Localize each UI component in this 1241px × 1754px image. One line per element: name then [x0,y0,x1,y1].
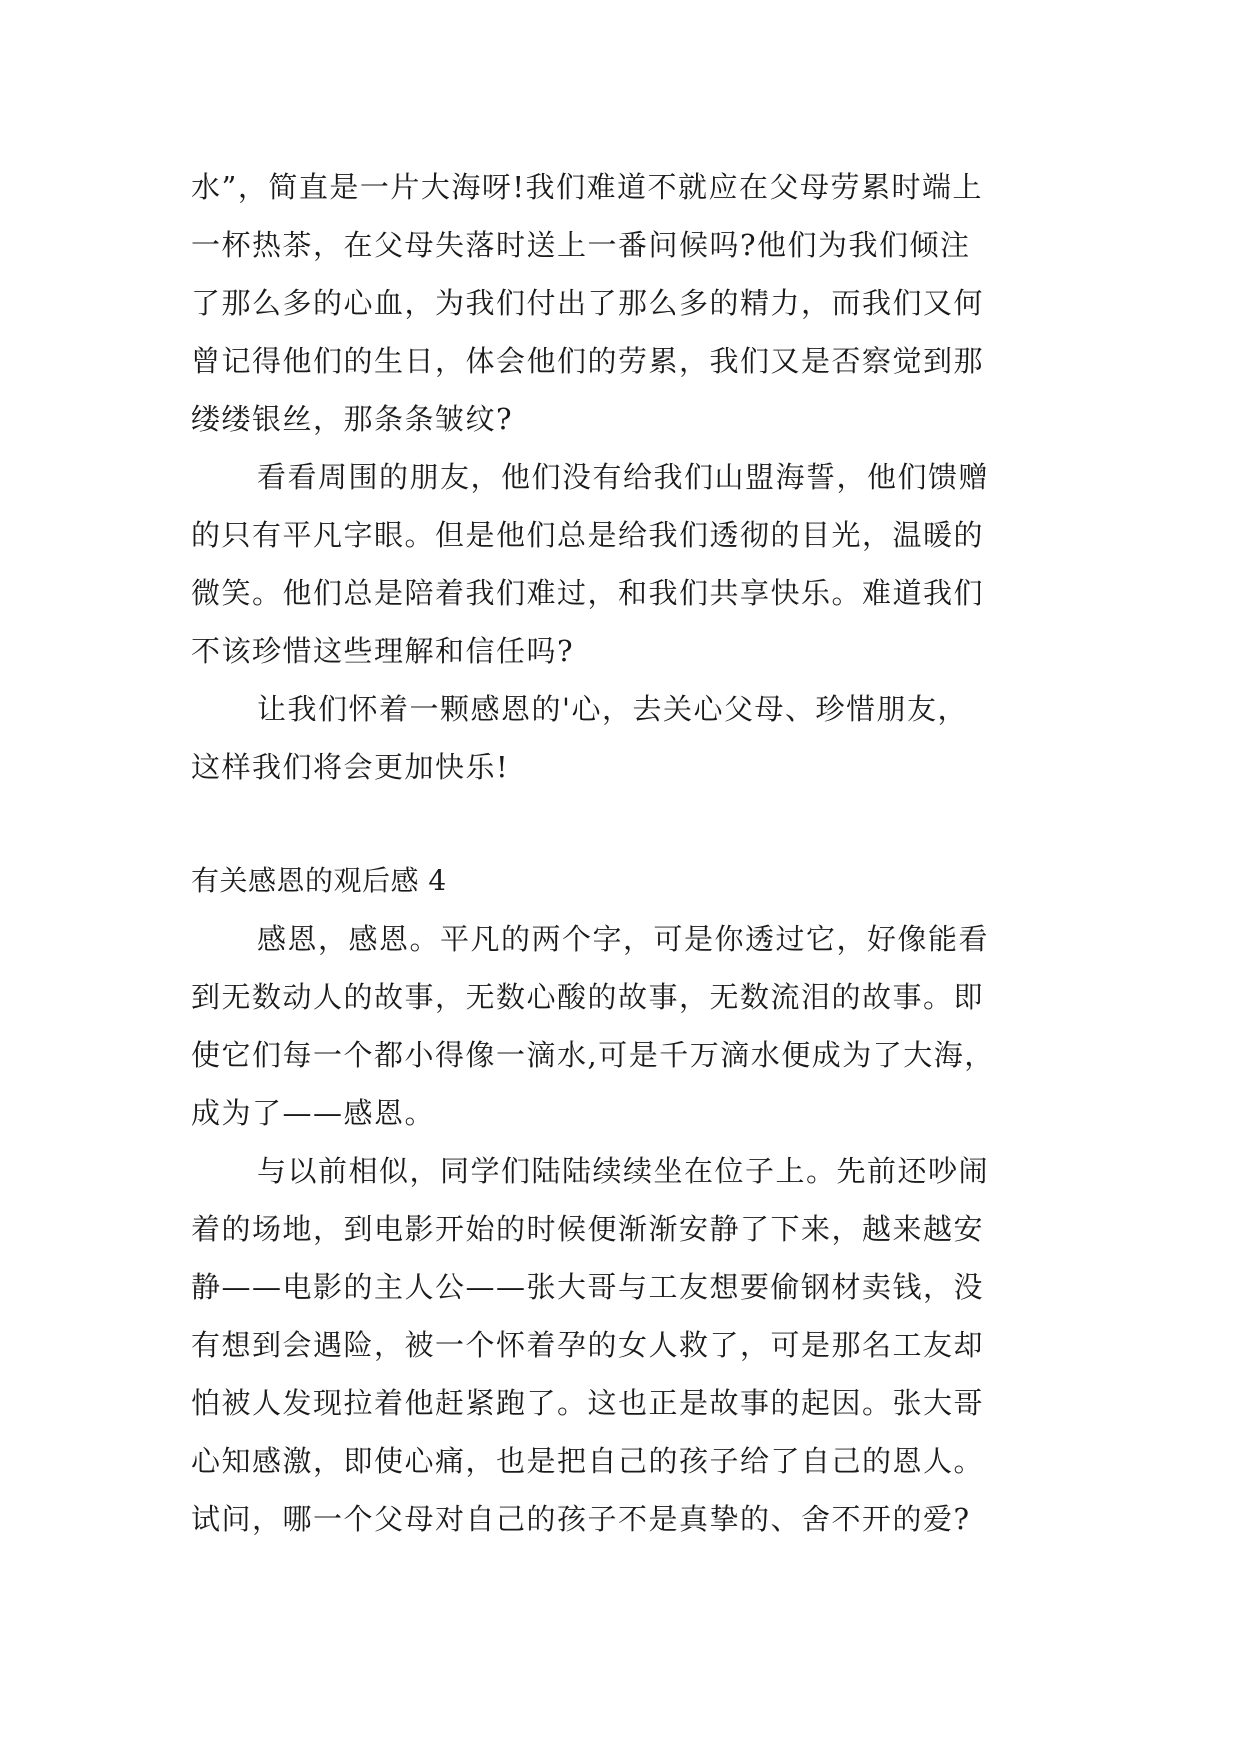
text-line: 与以前相似，同学们陆陆续续坐在位子上。先前还吵闹 [257,1154,990,1188]
paragraph [191,680,1071,796]
text-line: 看看周围的朋友，他们没有给我们山盟海誓，他们馈赠 [257,460,990,494]
text-line: 这样我们将会更加快乐! [191,750,510,784]
text-line: 缕缕银丝，那条条皱纹? [191,402,514,436]
text-line: 了那么多的心血，为我们付出了那么多的精力，而我们又何 [191,286,985,320]
text-line: 成为了——感恩。 [191,1096,436,1130]
text-line: 曾记得他们的生日，体会他们的劳累，我们又是否察觉到那 [191,344,985,378]
text-line: 静——电影的主人公——张大哥与工友想要偷钢材卖钱，没 [191,1270,985,1304]
text-line: 试问，哪一个父母对自己的孩子不是真挚的、舍不开的爱? [191,1502,971,1536]
paragraph [191,158,1071,448]
text-line: 心知感激，即使心痛，也是把自己的孩子给了自己的恩人。 [191,1444,985,1478]
text-line: 一杯热茶，在父母失落时送上一番问候吗?他们为我们倾注 [191,228,971,262]
section-heading: 有关感恩的观后感 4 [191,864,447,897]
paragraph [191,1142,1071,1548]
text-line: 的只有平凡字眼。但是他们总是给我们透彻的目光，温暖的 [191,518,985,552]
text-line: 使它们每一个都小得像一滴水,可是千万滴水便成为了大海， [191,1038,995,1072]
paragraph [191,910,1071,1142]
text-line: 着的场地，到电影开始的时候便渐渐安静了下来，越来越安 [191,1212,985,1246]
text-line: 怕被人发现拉着他赶紧跑了。这也正是故事的起因。张大哥 [191,1386,985,1420]
text-line: 有想到会遇险，被一个怀着孕的女人救了，可是那名工友却 [191,1328,985,1362]
text-line: 微笑。他们总是陪着我们难过，和我们共享快乐。难道我们 [191,576,985,610]
text-line: 感恩，感恩。平凡的两个字，可是你透过它，好像能看 [257,922,990,956]
text-line: 水”，简直是一片大海呀!我们难道不就应在父母劳累时端上 [191,170,983,204]
section-a [191,158,1071,796]
section-b [191,852,1071,1548]
text-line: 让我们怀着一颗感恩的'心，去关心父母、珍惜朋友， [257,692,968,726]
text-line: 到无数动人的故事，无数心酸的故事，无数流泪的故事。即 [191,980,985,1014]
paragraph [191,448,1071,680]
text-line: 不该珍惜这些理解和信任吗? [191,634,575,668]
